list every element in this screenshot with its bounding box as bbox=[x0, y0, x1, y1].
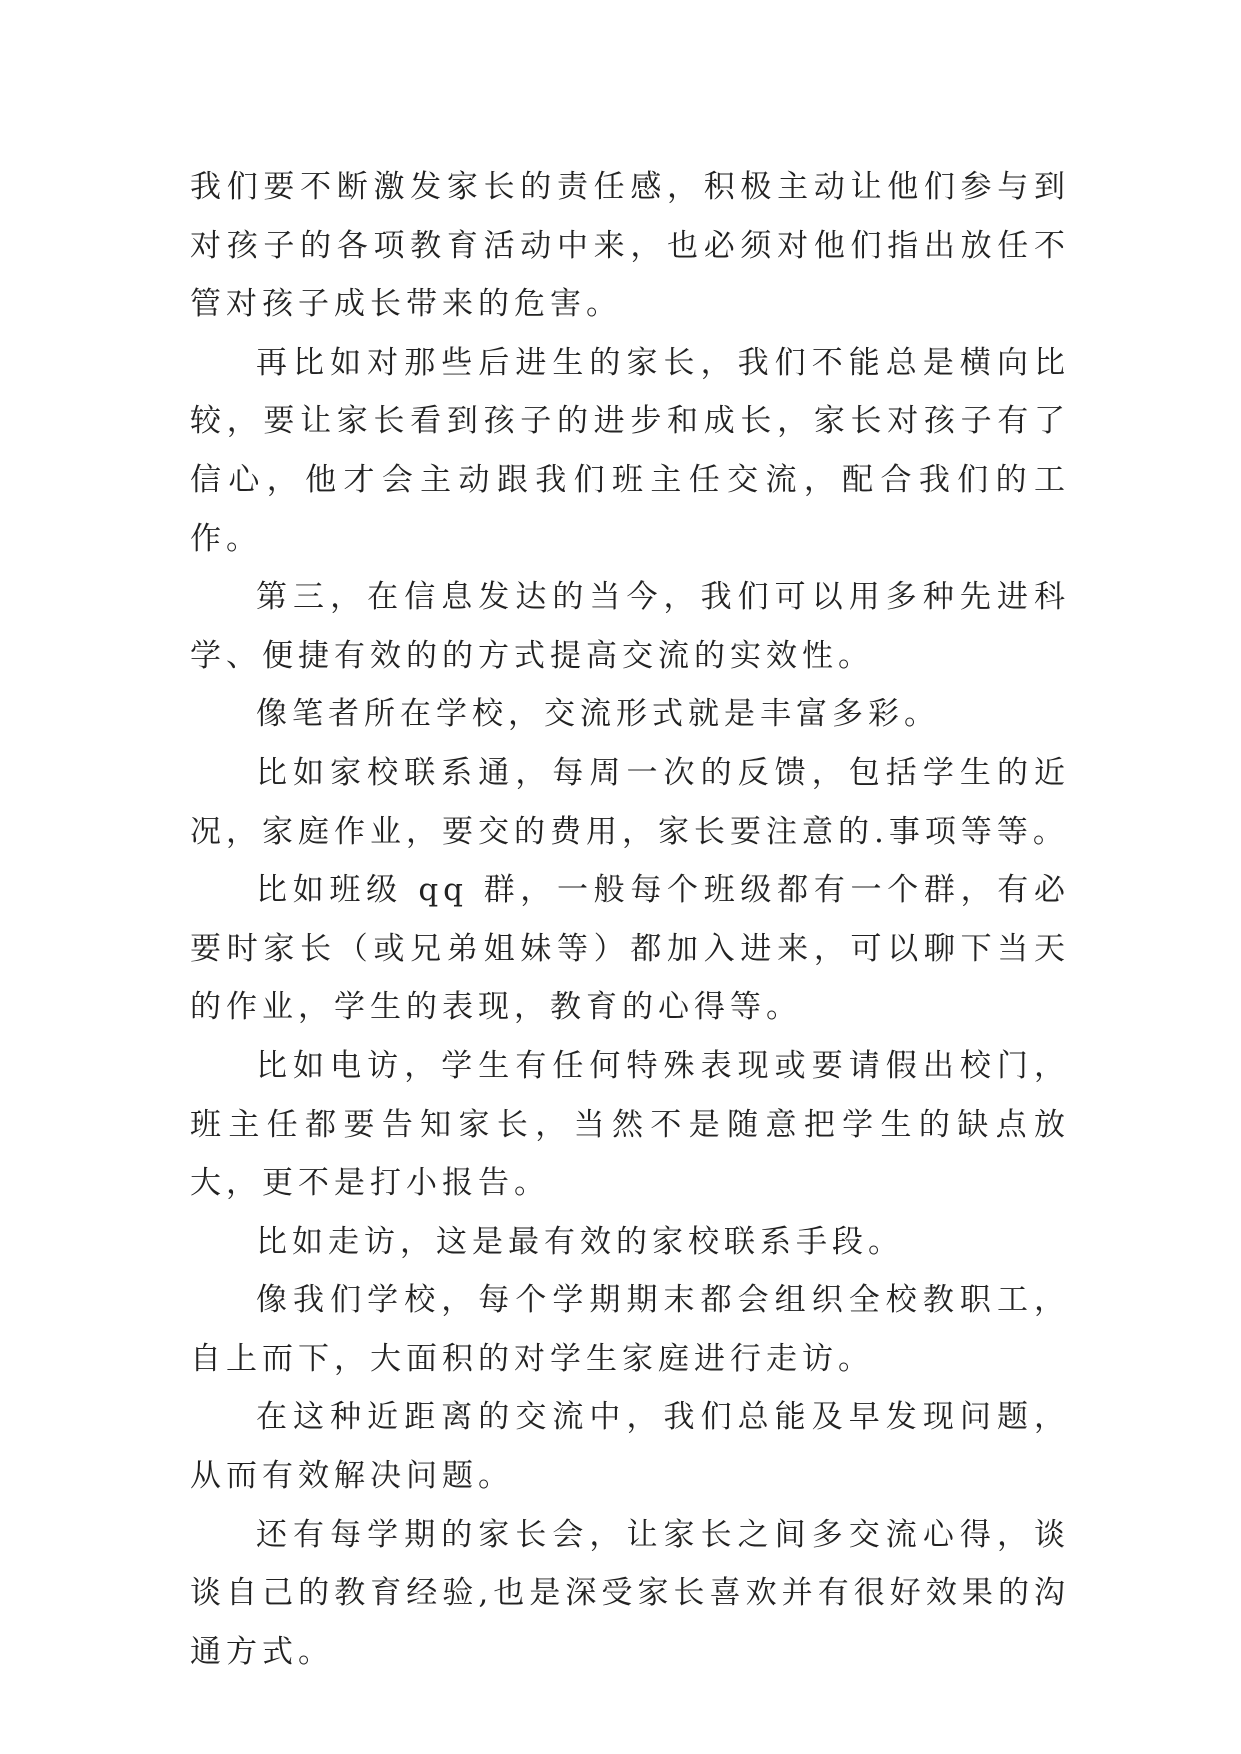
paragraph-8: 比如走访，这是最有效的家校联系手段。 bbox=[256, 1223, 904, 1260]
document-body bbox=[190, 158, 1070, 1681]
paragraph-9: 像我们学校，每个学期期末都会组织全校教职工，自上而下，大面积的对学生家庭进行走访。 bbox=[190, 1282, 1070, 1377]
paragraph-7: 比如电访，学生有任何特殊表现或要请假出校门，班主任都要告知家长，当然不是随意把学生的缺点放大，更不是打小报告。 bbox=[190, 1047, 1070, 1202]
paragraph-1: 我们要不断激发家长的责任感，积极主动让他们参与到对孩子的各项教育活动中来，也必须对他们指出放任不管对孩子成长带来的危害。 bbox=[190, 169, 1070, 323]
paragraph-6: 比如班级 qq 群，一般每个班级都有一个群，有必要时家长（或兄弟姐妹等）都加入进来，可以聊下当天的作业，学生的表现，教育的心得等。 bbox=[190, 872, 1070, 1026]
paragraph-4: 像笔者所在学校，交流形式就是丰富多彩。 bbox=[256, 696, 940, 733]
paragraph-5: 比如家校联系通，每周一次的反馈，包括学生的近况，家庭作业，要交的费用，家长要注意的.事项等等。 bbox=[190, 754, 1070, 850]
paragraph-2: 再比如对那些后进生的家长，我们不能总是横向比较，要让家长看到孩子的进步和成长，家长对孩子有了信心，他才会主动跟我们班主任交流，配合我们的工作。 bbox=[190, 344, 1070, 557]
paragraph-11: 还有每学期的家长会，让家长之间多交流心得，谈谈自己的教育经验,也是深受家长喜欢并有很好效果的沟通方式。 bbox=[190, 1516, 1070, 1670]
paragraph-3: 第三，在信息发达的当今，我们可以用多种先进科学、便捷有效的的方式提高交流的实效性。 bbox=[190, 579, 1070, 674]
paragraph-10: 在这种近距离的交流中，我们总能及早发现问题，从而有效解决问题。 bbox=[190, 1399, 1070, 1495]
